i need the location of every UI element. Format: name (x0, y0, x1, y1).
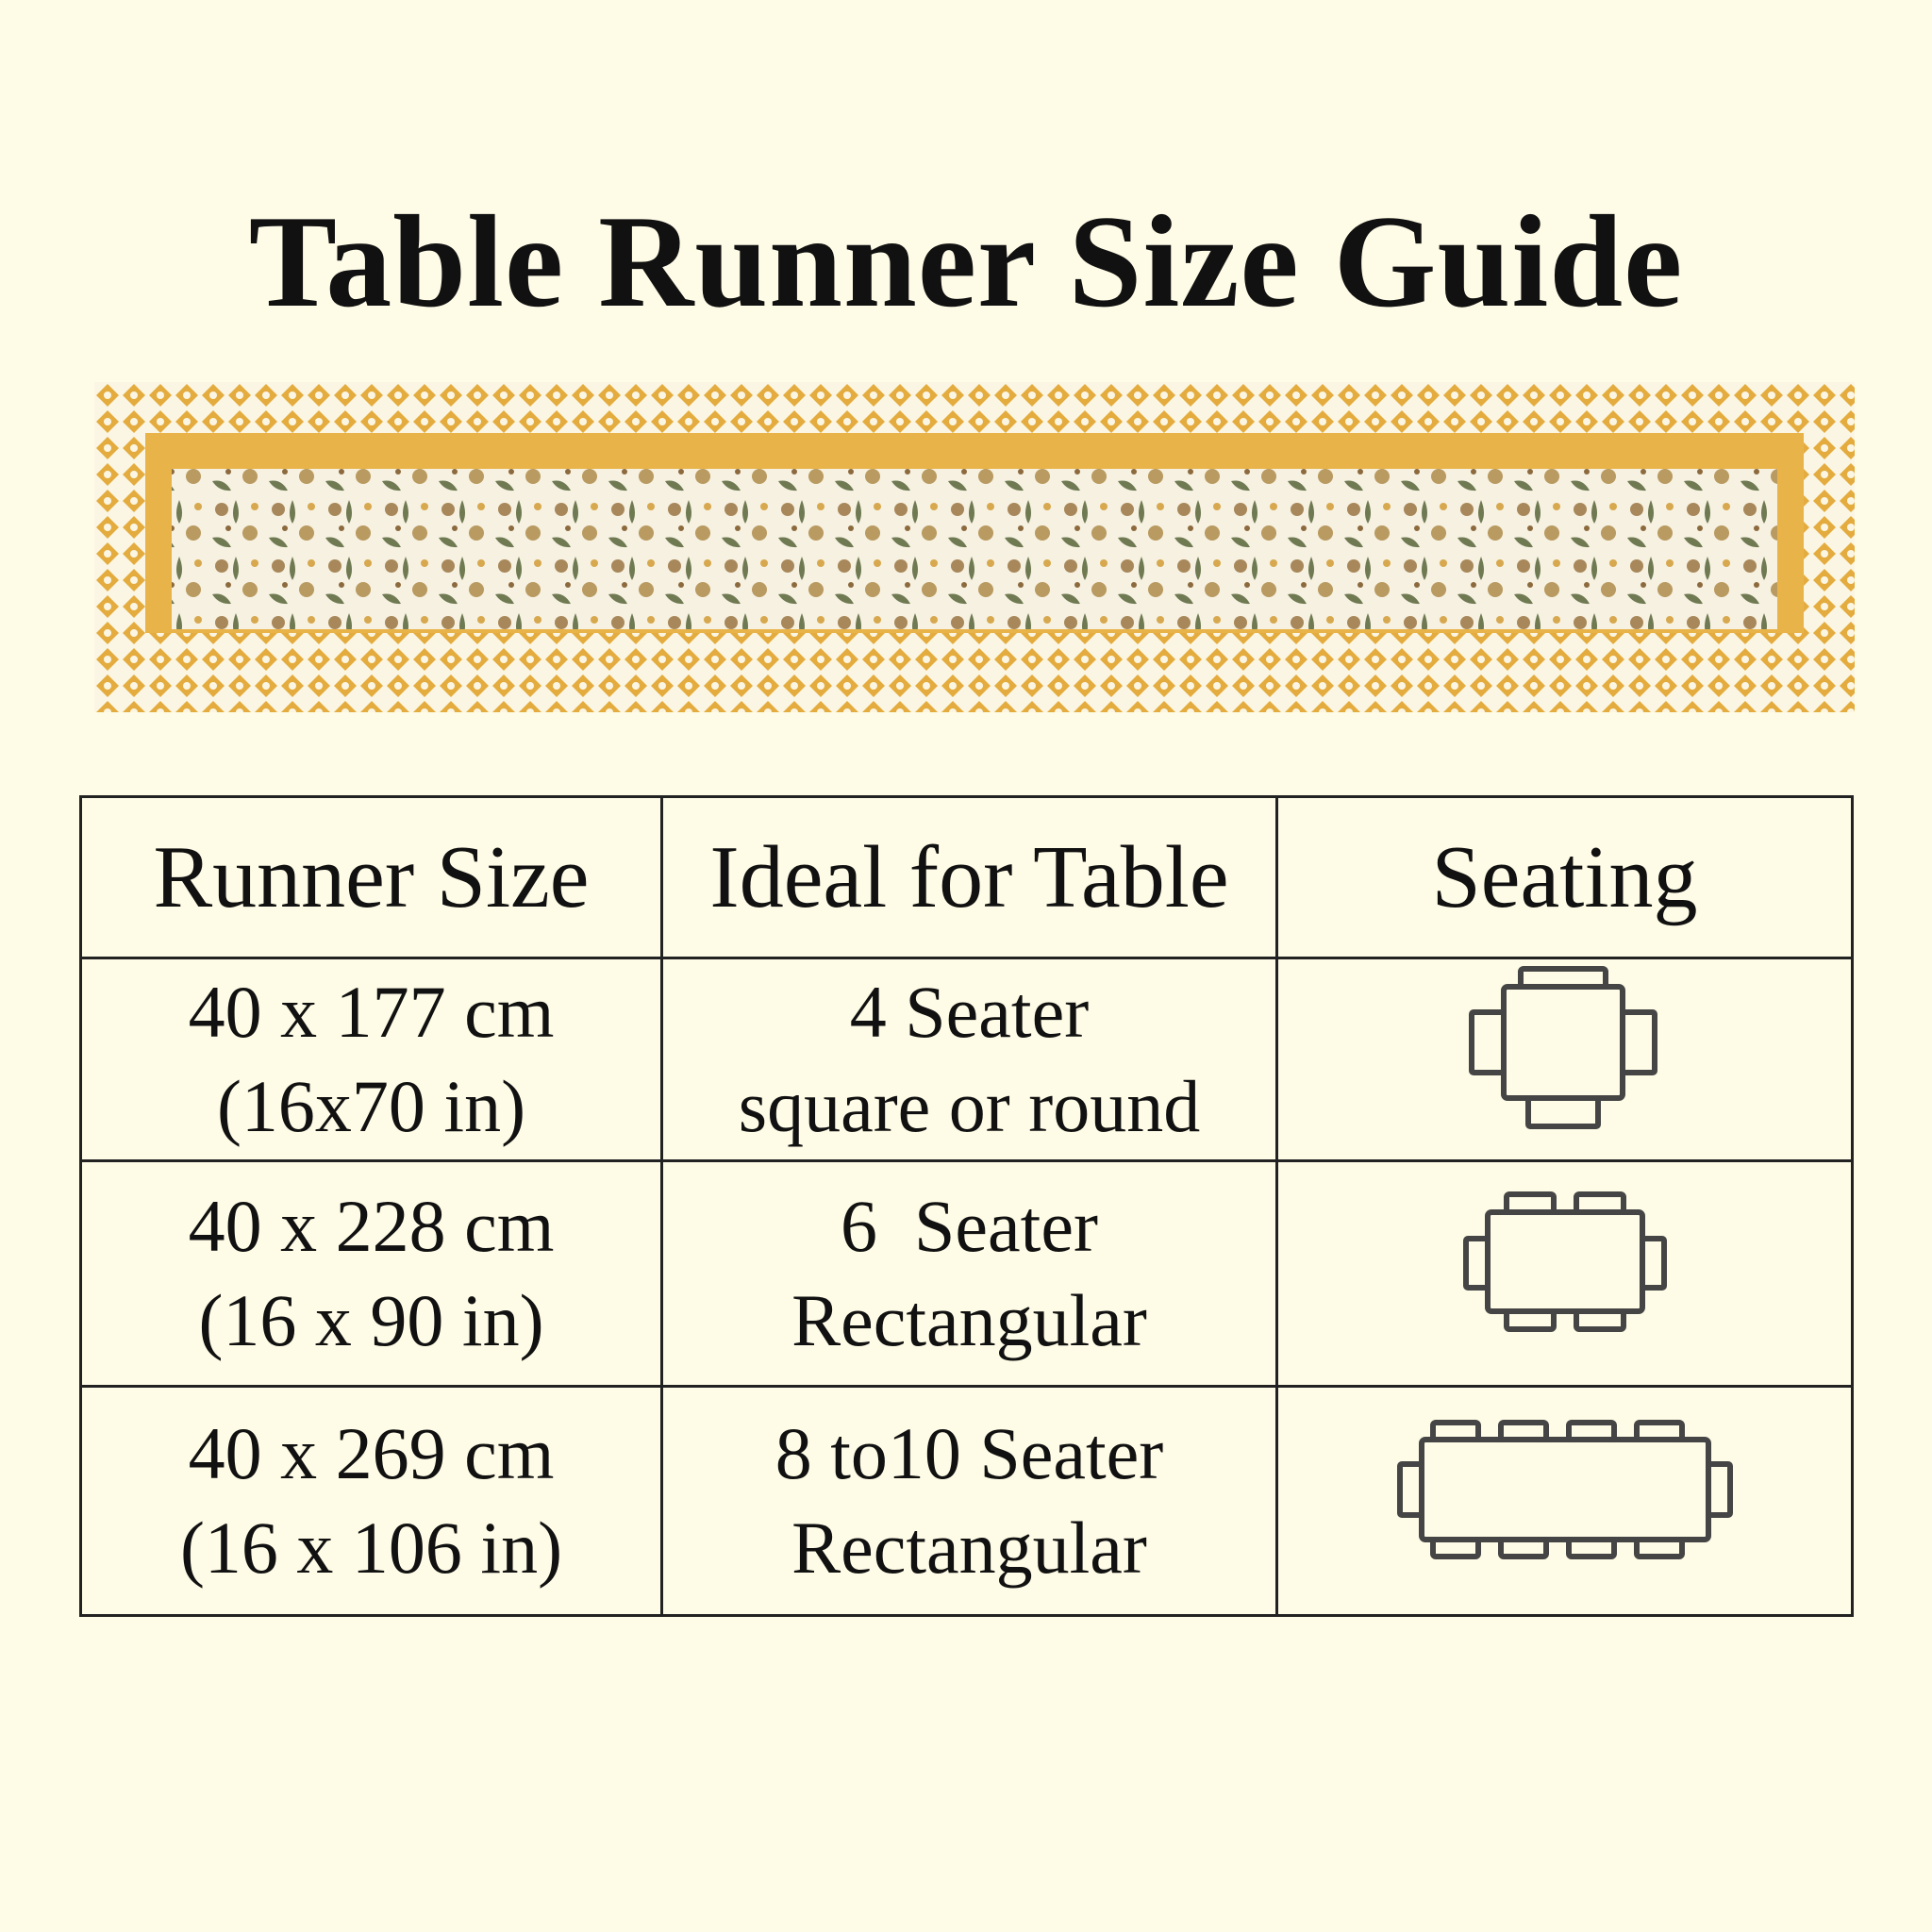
runner-size-cell (81, 1387, 662, 1616)
size-cm: 40 x 228 cm (188, 1185, 555, 1267)
ideal-table-cell (662, 958, 1277, 1161)
runner-size-cell (81, 1161, 662, 1387)
table-shape: Rectangular (791, 1279, 1147, 1361)
ideal-table-cell (662, 1161, 1277, 1387)
table-shape: square or round (738, 1065, 1201, 1147)
seater-count: 8 to10 Seater (774, 1412, 1164, 1494)
size-in: (16x70 in) (216, 1065, 526, 1147)
size-guide-table (79, 795, 1854, 1617)
table-row (81, 1387, 1853, 1616)
seater-count: 6 Seater (841, 1185, 1098, 1267)
ten-seater-table-icon (1395, 1419, 1735, 1560)
page-title: Table Runner Size Guide (248, 189, 1684, 335)
runner-size-cell (81, 958, 662, 1161)
ideal-table-cell (662, 1387, 1277, 1616)
seating-cell (1277, 958, 1853, 1161)
size-in: (16 x 90 in) (198, 1279, 544, 1361)
table-row (81, 958, 1853, 1161)
table-runner-image (94, 382, 1855, 712)
table-shape: Rectangular (791, 1507, 1147, 1589)
size-in: (16 x 106 in) (179, 1507, 563, 1589)
size-cm: 40 x 269 cm (188, 1412, 555, 1494)
header-seating: Seating (1277, 797, 1853, 958)
four-seater-table-icon (1466, 963, 1664, 1133)
table-header-row (81, 797, 1853, 958)
seater-count: 4 Seater (849, 971, 1090, 1053)
seating-cell (1277, 1387, 1853, 1616)
seating-cell (1277, 1161, 1853, 1387)
table-row (81, 1161, 1853, 1387)
header-ideal-for-table: Ideal for Table (662, 797, 1277, 958)
size-cm: 40 x 177 cm (188, 971, 555, 1053)
six-seater-table-icon (1461, 1190, 1669, 1336)
header-runner-size: Runner Size (81, 797, 662, 958)
